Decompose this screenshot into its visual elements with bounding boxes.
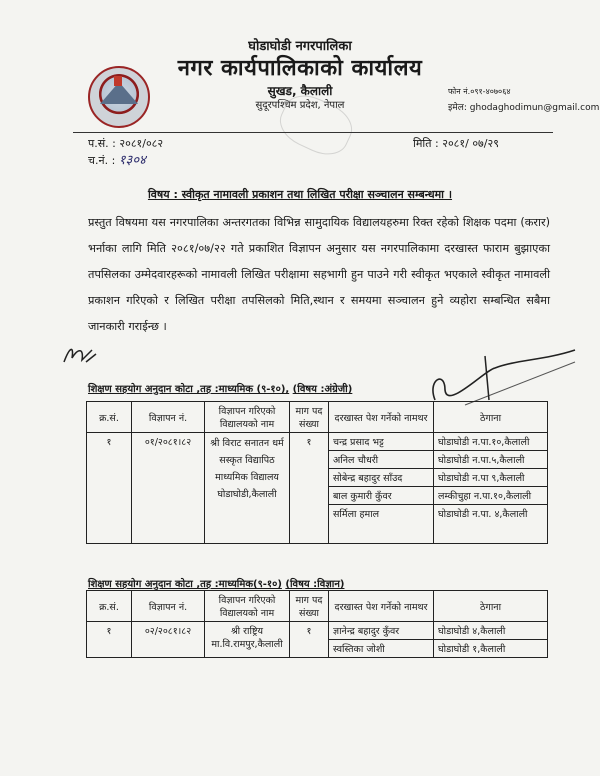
row-posts: १: [290, 433, 329, 544]
col-posts: माग पद संख्या: [290, 591, 329, 622]
applicant-address: घोडाघोडी न.पा.५,कैलाली: [434, 451, 548, 469]
cn-number: १३०४: [118, 153, 146, 168]
english-applicants-table: [86, 401, 548, 544]
col-school: विज्ञापन गरिएको विद्यालयको नाम: [205, 402, 290, 433]
table-row: [87, 433, 548, 451]
applicant-address: घोडाघोडी न.पा.१०,कैलाली: [434, 433, 548, 451]
col-sn: क्र.सं.: [87, 591, 132, 622]
office-location: सुखड, कैलाली: [267, 84, 333, 98]
col-address: ठेगाना: [434, 402, 548, 433]
table-header-row: [87, 402, 548, 433]
row-school: श्री राष्ट्रिय मा.वि.रामपुर,कैलाली: [205, 622, 290, 658]
applicant-address: घोडाघोडी न.पा. ४,कैलाली: [434, 505, 548, 544]
applicant-name: सोबेन्द्र बहादुर साँउद: [329, 469, 434, 487]
letter-subject: विषय : स्वीकृत नामावली प्रकाशन तथा लिखित परीक्षा सञ्चालन सम्बन्धमा ।: [147, 188, 453, 201]
applicant-address: घोडाघोडी १,कैलाली: [434, 640, 548, 658]
applicant-name: ज्ञानेन्द्र बहादुर कुँवर: [329, 622, 434, 640]
email-address: इमेल: ghodaghodimun@gmail.com: [448, 103, 600, 113]
table2-caption: शिक्षण सहयोग अनुदान कोटा ,तह :माध्यमिक(९-१०) (विषय :विज्ञान): [88, 579, 345, 590]
row-adv-no: ०२/२०८१।८२: [132, 622, 205, 658]
applicant-address: लम्कीचुहा न.पा.१०,कैलाली: [434, 487, 548, 505]
table-row: [87, 622, 548, 640]
applicant-name: अनिल चौधरी: [329, 451, 434, 469]
col-applicant: दरखास्त पेश गर्नेको नामथर: [329, 591, 434, 622]
row-sn: १: [87, 433, 132, 544]
row-school: श्री विराट सनातन धर्म सस्कृत विद्यापिठ माध्यमिक विद्यालय घोडाघोडी,कैलाली: [205, 433, 290, 544]
col-address: ठेगाना: [434, 591, 548, 622]
table-header-row: [87, 591, 548, 622]
applicant-name: स्वस्तिका जोशी: [329, 640, 434, 658]
col-sn: क्र.सं.: [87, 402, 132, 433]
science-applicants-table: [86, 590, 548, 658]
initial-signature-icon: [60, 342, 100, 368]
letter-date: मिति : २०८१/ ०७/२९: [413, 137, 499, 150]
applicant-name: बाल कुमारी कुँवर: [329, 487, 434, 505]
header-divider: [73, 132, 553, 133]
applicant-address: घोडाघोडी न.पा ९,कैलाली: [434, 469, 548, 487]
col-adv-no: विज्ञापन नं.: [132, 402, 205, 433]
office-province: सुदूरपश्चिम प्रदेश, नेपाल: [255, 100, 345, 111]
phone-number: फोन नं.०९१-४०७०६४: [448, 87, 511, 96]
applicant-address: घोडाघोडी ४,कैलाली: [434, 622, 548, 640]
letter-cn: [88, 150, 146, 168]
row-posts: १: [290, 622, 329, 658]
col-school: विज्ञापन गरिएको विद्यालयको नाम: [205, 591, 290, 622]
applicant-name: सर्मिला हमाल: [329, 505, 434, 544]
col-applicant: दरखास्त पेश गर्नेको नामथर: [329, 402, 434, 433]
municipality-name: घोडाघोडी नगरपालिका: [248, 39, 352, 54]
row-sn: १: [87, 622, 132, 658]
col-posts: माग पद संख्या: [290, 402, 329, 433]
cn-label: च.नं. :: [88, 154, 116, 167]
letter-ps-number: प.सं. : २०८१/०८२: [88, 137, 164, 150]
col-adv-no: विज्ञापन नं.: [132, 591, 205, 622]
letter-body: प्रस्तुत विषयमा यस नगरपालिका अन्तरगतका विभिन्न सामुदायिक विद्यालयहरुमा रिक्त रहेको शिक्षक पदमा (करार) भर्नाका लागि मिति २०८१/०७/२२ गते प्रकाशित विज्ञापन अनुसार यस नगरपालिकामा दरखास्त फाराम बुझाएका तपसिलका उम्मेदवारहरूको नामावली लिखित परीक्षामा सहभागी हुन पाउने गरी स्वीकृत भएकाले स्वीकृत नामावली प्रकाशन गरिएको र लिखित परीक्षा तपसिलको मिति,स्थान र समयमा सञ्चालन हुने व्यहोरा सम्बन्धित सबैमा जानकारी गराईन्छ ।: [88, 216, 550, 333]
row-adv-no: ०१/२०८१।८२: [132, 433, 205, 544]
table1-caption: शिक्षण सहयोग अनुदान कोटा ,तह :माध्यमिक (९-१०), (विषय :अंग्रेजी): [88, 384, 353, 395]
applicant-name: चन्द्र प्रसाद भट्ट: [329, 433, 434, 451]
office-title: नगर कार्यपालिकाको कार्यालय: [177, 56, 423, 81]
